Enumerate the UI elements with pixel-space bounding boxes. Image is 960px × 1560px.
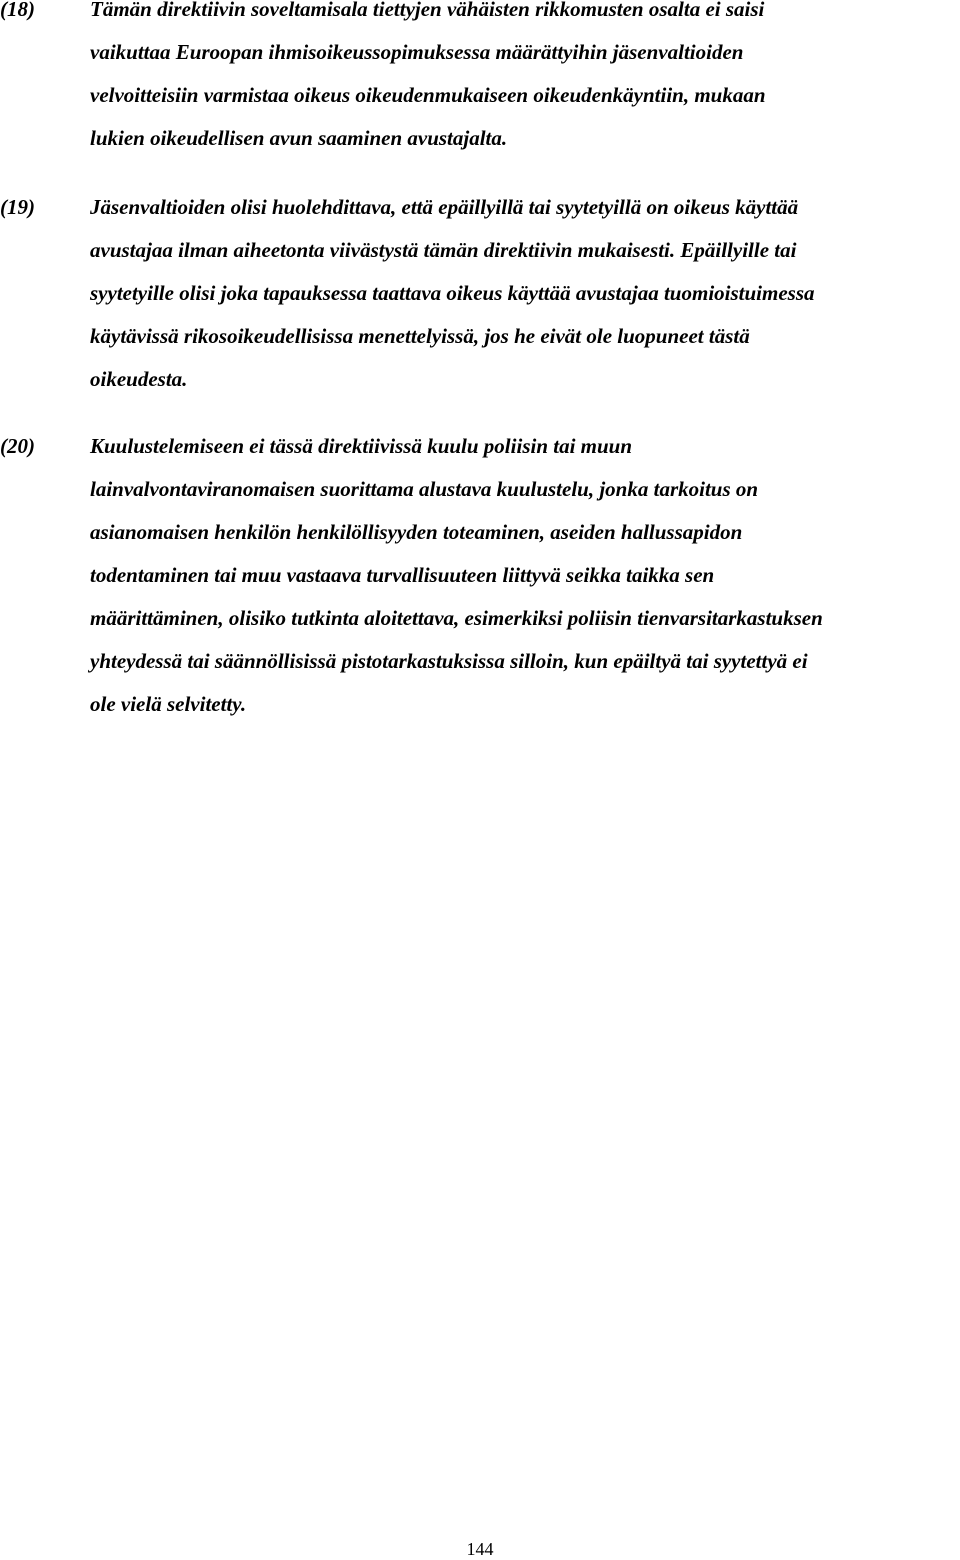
text-line: syytetyille olisi joka tapauksessa taattava oikeus käyttää avustajaa tuomioistuimessa: [90, 281, 815, 305]
text-line: oikeudesta.: [90, 367, 188, 391]
paragraph-number: (19): [0, 195, 35, 219]
page-number: 144: [466, 1539, 494, 1559]
text-line: käytävissä rikosoikeudellisissa menettelyissä, jos he eivät ole luopuneet tästä: [90, 324, 750, 348]
text-line: todentaminen tai muu vastaava turvallisuuteen liittyvä seikka taikka sen: [90, 563, 715, 587]
text-line: lukien oikeudellisen avun saaminen avustajalta.: [90, 126, 508, 150]
paragraph-body: [90, 186, 960, 401]
text-line: velvoitteisiin varmistaa oikeus oikeudenmukaiseen oikeudenkäyntiin, mukaan: [90, 83, 766, 107]
paragraph-number: (18): [0, 0, 35, 21]
text-line: yhteydessä tai säännöllisissä pistotarkastuksissa silloin, kun epäiltyä tai syytettyä ei: [90, 649, 808, 673]
paragraph-body: [90, 425, 960, 726]
text-line: lainvalvontaviranomaisen suorittama alustava kuulustelu, jonka tarkoitus on: [90, 477, 759, 501]
text-line: vaikuttaa Euroopan ihmisoikeussopimuksessa määrättyihin jäsenvaltioiden: [90, 40, 744, 64]
text-line: asianomaisen henkilön henkilöllisyyden toteaminen, aseiden hallussapidon: [90, 520, 743, 544]
text-line: Tämän direktiivin soveltamisala tiettyjen vähäisten rikkomusten osalta ei saisi: [90, 0, 765, 21]
text-line: Kuulustelemiseen ei tässä direktiivissä kuulu poliisin tai muun: [90, 434, 633, 458]
paragraph-number: (20): [0, 434, 35, 458]
text-line: Jäsenvaltioiden olisi huolehdittava, että epäillyillä tai syytetyillä on oikeus käyttää: [90, 195, 799, 219]
text-line: avustajaa ilman aiheetonta viivästystä tämän direktiivin mukaisesti. Epäillyille tai: [90, 238, 797, 262]
text-line: määrittäminen, olisiko tutkinta aloitettava, esimerkiksi poliisin tienvarsitarkastuksen: [90, 606, 823, 630]
paragraph-body: [90, 0, 960, 160]
text-line: ole vielä selvitetty.: [90, 692, 247, 716]
